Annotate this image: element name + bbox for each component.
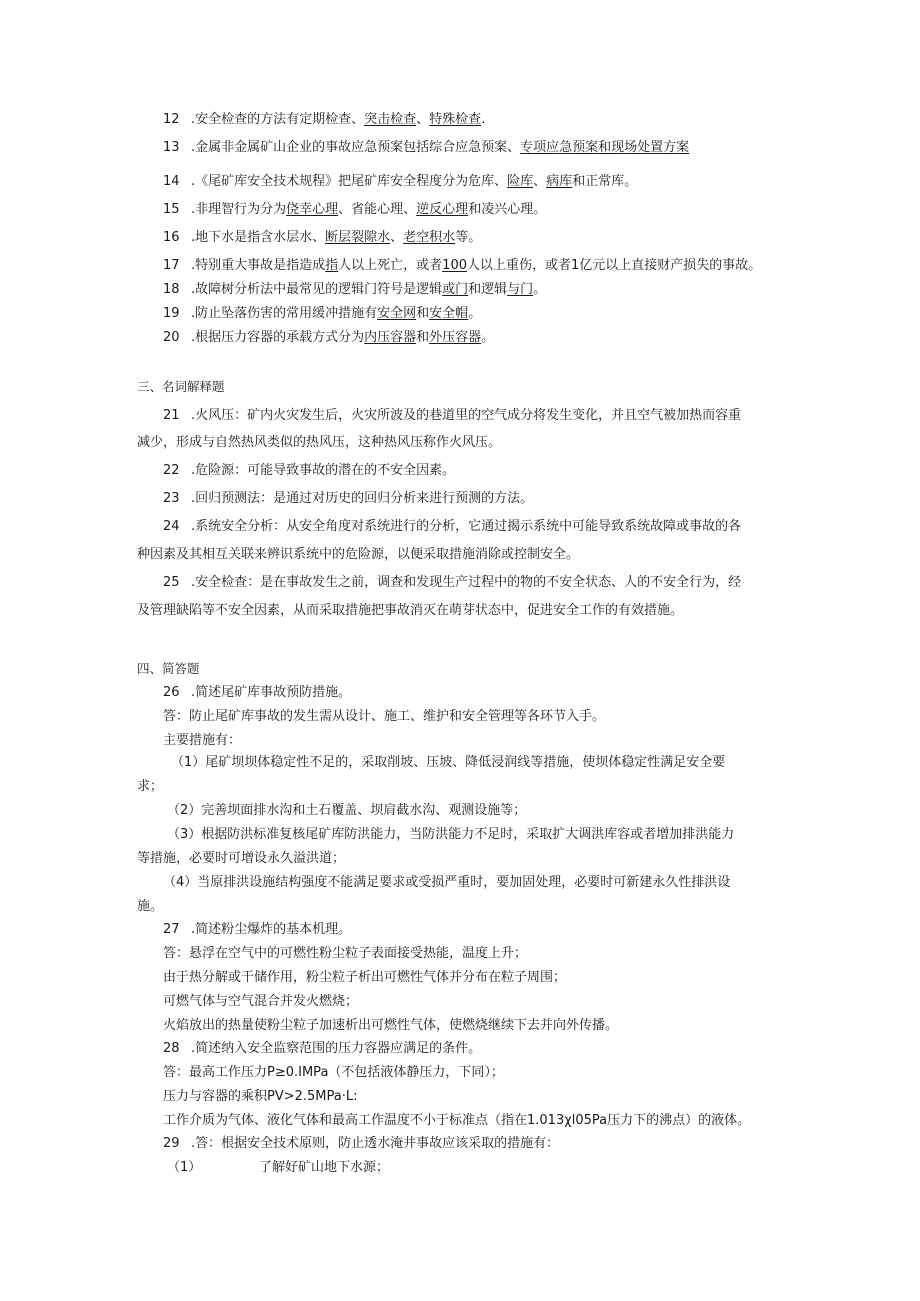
answer-text: 火焰放出的热量使粉尘粒子加速析出可燃性气体，使燃烧继续下去并向外传播。 [163, 1018, 619, 1033]
question-number: 17 [163, 258, 180, 273]
answer-blank: 特殊检查 [429, 112, 482, 127]
answer-text: （3）根据防洪标准复核尾矿库防洪能力，当防洪能力不足时，采取扩大调洪库容或者增加排洪能力 [167, 827, 735, 842]
question-22: 22 .危险源：可能导致事故的潜在的不安全因素。 [163, 463, 456, 478]
question-25-continued: 及管理缺陷等不安全因素，从而采取措施把事故消灭在萌芽状态中，促进安全工作的有效措施。 [137, 603, 684, 618]
question-number: 16 [163, 230, 180, 245]
answer-text: 答：悬浮在空气中的可燃性粉尘粒子表面接受热能，温度上升； [163, 946, 528, 961]
answer-text: 主要措施有： [163, 733, 242, 748]
question-13: 13 .金属非金属矿山企业的事故应急预案包括综合应急预案、专项应急预案和现场处置方案 [163, 140, 690, 155]
question-number: 20 [163, 330, 180, 345]
answer-blank: 或门 [442, 282, 469, 297]
question-20: 20 .根据压力容器的承载方式分为内压容器和外压容器。 [163, 330, 495, 345]
answer-blank: 老空积水 [403, 230, 456, 245]
answer-text: （1）尾矿坝坝体稳定性不足的，采取削坡、压坡、降低浸润线等措施，使坝体稳定性满足安全要 [171, 755, 726, 770]
section-heading-definitions: 三、名词解释题 [137, 379, 225, 394]
answer-text: 施。 [137, 899, 164, 914]
answer-text: （2）完善坝面排水沟和土石覆盖、坝肩截水沟、观测设施等； [167, 803, 527, 818]
question-27: 27 .简述粉尘爆炸的基本机理。 [163, 922, 352, 937]
answer-blank: 外压容器 [429, 330, 482, 345]
answer-text: 工作介质为气体、液化气体和最高工作温度不小于标准点（指在1.013χl05Pa压力下的沸点）的液体。 [163, 1113, 751, 1128]
answer-text: 压力与容器的乘积PV>2.5MPa·L: [163, 1089, 358, 1104]
answer-blank: 100 [442, 258, 467, 273]
question-number: 14 [163, 174, 180, 189]
answer-text: 求； [137, 779, 164, 794]
answer-blank: 内压容器 [364, 330, 417, 345]
answer-blank: 专项应急预案和现场处置方案 [520, 140, 690, 155]
question-16: 16 .地下水是指含水层水、断层裂隙水、老空积水等。 [163, 230, 482, 245]
answer-text: 答：最高工作压力P≥0.IMPa（不包括液体静压力，下同）； [163, 1065, 504, 1080]
question-18: 18 .故障树分析法中最常见的逻辑门符号是逻辑或门和逻辑与门。 [163, 282, 547, 297]
question-25: 25 .安全检查：是在事故发生之前，调查和发现生产过程中的物的不安全状态、人的不安全行为，经 [163, 575, 742, 590]
question-number: 15 [163, 202, 180, 217]
answer-blank: 侥幸心理 [286, 202, 339, 217]
question-21: 21 .火风压：矿内火灾发生后，火灾所波及的巷道里的空气成分将发生变化，并且空气被加热而容重 [163, 408, 742, 423]
answer-text: 等措施，必要时可增设永久溢洪道； [137, 851, 346, 866]
answer-text: 答：防止尾矿库事故的发生需从设计、施工、维护和安全管理等各环节入手。 [163, 709, 606, 724]
question-15: 15 .非理智行为分为侥幸心理、省能心理、逆反心理和凌兴心理。 [163, 202, 547, 217]
answer-text: 可燃气体与空气混合并发火燃烧； [163, 994, 359, 1009]
question-number: 13 [163, 140, 180, 155]
question-number: 12 [163, 112, 180, 127]
question-number: 18 [163, 282, 180, 297]
question-21-continued: 减少，形成与自然热风类似的热风压，这种热风压称作火风压。 [137, 435, 502, 450]
answer-blank: 险库 [507, 174, 534, 189]
answer-blank: 突击检查 [364, 112, 417, 127]
question-number: 19 [163, 306, 180, 321]
question-12: 12 .安全检查的方法有定期检查、突击检查、特殊检查. [163, 112, 486, 127]
section-heading-short-answer: 四、简答题 [137, 661, 200, 676]
answer-blank: 断层裂隙水 [325, 230, 391, 245]
question-17: 17 .特别重大事故是指造成指人以上死亡，或者100人以上重伤，或者1亿元以上直接财产损失的事故。 [163, 258, 762, 273]
question-28: 28 .简述纳入安全监察范围的压力容器应满足的条件。 [163, 1041, 482, 1056]
answer-blank: 逆反心理 [416, 202, 469, 217]
answer-text: 由于热分解或干储作用，粉尘粒子析出可燃性气体并分布在粒子周围； [163, 970, 567, 985]
question-19: 19 .防止坠落伤害的常用缓冲措施有安全网和安全帽。 [163, 306, 482, 321]
answer-text: （4）当原排洪设施结构强度不能满足要求或受损严重时，要加固处理，必要时可新建永久性排洪设 [163, 875, 731, 890]
answer-blank: 与门 [507, 282, 534, 297]
answer-list-item: （1） 了解好矿山地下水源； [167, 1160, 390, 1175]
answer-blank: 安全网 [377, 306, 417, 321]
answer-blank: 指 [325, 258, 339, 273]
answer-blank: 安全帽 [429, 306, 469, 321]
question-29: 29 .答：根据安全技术原则，防止透水淹井事故应该采取的措施有： [163, 1136, 560, 1151]
question-26: 26 .简述尾矿库事故预防措施。 [163, 685, 352, 700]
question-23: 23 .回归预测法：是通过对历史的回归分析来进行预测的方法。 [163, 491, 534, 506]
question-24-continued: 种因素及其相互关联来辨识系统中的危险源，以便采取措施消除或控制安全。 [137, 547, 580, 562]
question-24: 24 .系统安全分析：从安全角度对系统进行的分析，它通过揭示系统中可能导致系统故障或事故的各 [163, 519, 742, 534]
answer-blank: 病库 [546, 174, 573, 189]
question-14: 14 .《尾矿库安全技术规程》把尾矿库安全程度分为危库、险库、病库和正常库。 [163, 174, 638, 189]
